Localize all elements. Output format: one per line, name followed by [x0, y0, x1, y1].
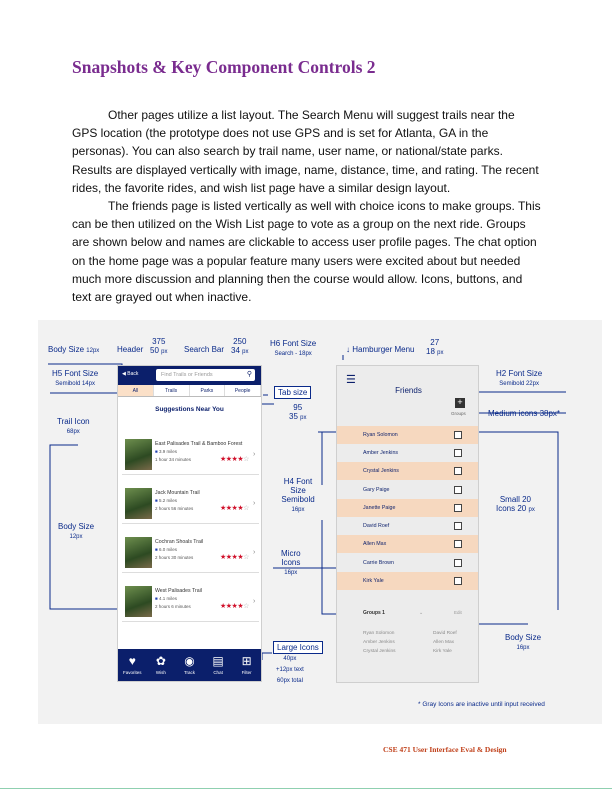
trail-card[interactable]	[122, 584, 259, 622]
rating-stars: ★★★★☆	[220, 505, 249, 512]
friend-row[interactable]	[337, 499, 479, 517]
heart-icon: ♥	[128, 654, 136, 668]
annotation-unit: px	[300, 415, 307, 421]
annotation-value: 34	[231, 346, 240, 355]
filter-tabs	[118, 385, 261, 397]
annotation-value: 95	[293, 403, 303, 412]
group-member[interactable]: Ryan Solomon	[363, 631, 395, 636]
add-group-icon[interactable]: +	[455, 398, 465, 408]
nav-filter[interactable]	[232, 649, 261, 681]
trail-thumbnail	[125, 586, 152, 617]
hamburger-menu-icon[interactable]: ☰	[346, 374, 356, 386]
nav-label: Wish	[155, 670, 166, 675]
annotation-micro-icons	[281, 549, 301, 578]
tab-trails[interactable]: Trails	[154, 385, 190, 396]
rating-stars: ★★★★☆	[220, 603, 249, 610]
ui-specification-figure	[38, 320, 602, 724]
friend-checkbox[interactable]	[454, 540, 462, 548]
nav-favorites[interactable]	[118, 649, 147, 681]
page-title: Snapshots & Key Component Controls 2	[72, 57, 376, 77]
annotation-text: H4 Font Size	[283, 477, 313, 495]
friend-row[interactable]	[337, 554, 479, 572]
search-input[interactable]	[156, 369, 255, 381]
chat-icon: ▤	[212, 654, 224, 668]
annotation-value: 250	[233, 337, 247, 346]
search-placeholder: Find Trails or Friends	[161, 372, 213, 378]
trail-card[interactable]	[122, 535, 259, 573]
friend-checkbox[interactable]	[454, 467, 462, 475]
annotation-h4-font	[276, 477, 320, 515]
annotation-value: 50	[150, 346, 159, 355]
rating-stars: ★★★★☆	[220, 456, 249, 463]
annotation-value: 18	[426, 347, 435, 356]
annotation-value: 35	[289, 412, 298, 421]
friend-checkbox[interactable]	[454, 449, 462, 457]
annotation-value: 20	[517, 504, 527, 513]
trail-name: East Palisades Trail & Bamboo Forest	[155, 441, 243, 447]
annotation-value: 375	[152, 337, 166, 346]
annotation-value: 40px	[283, 656, 297, 662]
annotation-text: Icons	[496, 504, 516, 513]
edit-button[interactable]: Edit	[454, 610, 462, 615]
annotation-value: 16px	[284, 570, 298, 576]
paragraph: Other pages utilize a list layout. The Search Menu will suggest trails near the GPS location (the prototype does not use GPS and is set for Atlanta, GA in the personas). You can also search by trail name, user name, or national/state parks. Results are displayed vertically with image, name, distance, time, and rating. The recent rides, the favorite rides, and wish list page have a similar design layout.	[72, 108, 539, 195]
trail-thumbnail	[125, 537, 152, 568]
back-label: Back	[127, 371, 139, 377]
friend-checkbox[interactable]	[454, 431, 462, 439]
annotation-value: 12px	[86, 348, 100, 354]
annotation-text: H5 Font Size	[52, 369, 99, 378]
chevron-down-icon[interactable]: ⌄	[419, 610, 424, 616]
annotation-h2-font	[496, 369, 542, 389]
trail-time: 1 hour 34 minutes	[155, 457, 192, 462]
trail-distance: ■ 6.0 miles	[155, 547, 177, 552]
annotation-value: 20	[522, 495, 531, 504]
chevron-right-icon: ›	[253, 500, 256, 507]
group-member[interactable]: David Roef	[433, 631, 457, 636]
friend-checkbox[interactable]	[454, 522, 462, 530]
nav-label: Filter	[241, 670, 252, 675]
annotation-medium-icons: Medium icons 38px*	[488, 409, 561, 418]
trail-distance: ■ 4.1 miles	[155, 596, 177, 601]
body-text	[72, 106, 542, 306]
trail-thumbnail	[125, 439, 152, 470]
annotation-value: 68px	[66, 429, 80, 435]
friend-row[interactable]	[337, 481, 479, 499]
friend-checkbox[interactable]	[454, 559, 462, 567]
tab-all[interactable]: All	[118, 385, 154, 396]
friend-checkbox[interactable]	[454, 577, 462, 585]
annotation-text: Trail Icon	[57, 417, 90, 426]
friend-name[interactable]: Kirk Yale	[363, 578, 384, 584]
annotation-h6-font	[270, 339, 316, 359]
trail-thumbnail	[125, 488, 152, 519]
annotation-text: Small	[499, 495, 520, 504]
trail-time: 2 hours 6 minutes	[155, 604, 191, 609]
annotation-text: Icons	[281, 558, 301, 567]
search-screen	[117, 365, 262, 682]
friend-name[interactable]: Janette Paige	[363, 505, 396, 511]
annotation-body-size	[48, 345, 99, 356]
friends-screen	[336, 365, 479, 683]
annotation-trail-icon	[57, 417, 90, 437]
annotation-text: Micro	[281, 549, 301, 558]
friend-row[interactable]	[337, 517, 479, 535]
trail-distance: ■ 5.2 miles	[155, 498, 177, 503]
header-bar	[118, 366, 261, 385]
annotation-text: Hamburger Menu	[352, 345, 415, 354]
annotation-text: H2 Font Size	[496, 369, 543, 378]
friend-row[interactable]	[337, 462, 479, 480]
nav-wish[interactable]	[147, 649, 176, 681]
trail-distance: ■ 3.9 miles	[155, 449, 177, 454]
nav-chat[interactable]	[204, 649, 233, 681]
friend-checkbox[interactable]	[454, 504, 462, 512]
friend-name[interactable]: Amber Jenkins	[363, 450, 399, 456]
annotation-tab-size: Tab size	[274, 386, 311, 399]
annotation-header-dims	[150, 337, 167, 357]
annotation-text: H6 Font Size	[270, 339, 317, 348]
group-member[interactable]: Kirk Yale	[433, 649, 452, 654]
friend-row[interactable]	[337, 426, 479, 444]
group-members-col2	[433, 629, 457, 656]
annotation-value: Semibold 22px	[499, 381, 539, 387]
friend-row[interactable]	[337, 572, 479, 590]
annotation-value: 16px	[291, 507, 305, 513]
annotation-large-details	[276, 653, 304, 686]
chevron-right-icon: ›	[253, 451, 256, 458]
annotation-hamburger: ↓ Hamburger Menu	[346, 345, 415, 354]
nav-label: Chat	[213, 670, 223, 675]
annotation-value: 27	[430, 338, 440, 347]
genie-lamp-icon: ✿	[155, 654, 166, 668]
friend-name[interactable]: Crystal Jenkins	[363, 468, 399, 474]
trail-card[interactable]	[122, 486, 259, 524]
annotation-unit: px	[242, 349, 249, 355]
annotation-h5-font	[52, 369, 98, 389]
tab-parks[interactable]: Parks	[190, 385, 226, 396]
trail-name: Cochran Shoals Trail	[155, 539, 204, 545]
annotation-value: +12px text	[276, 667, 304, 673]
footnote: * Gray Icons are inactive until input received	[418, 701, 545, 708]
friend-row[interactable]	[337, 535, 479, 553]
back-button[interactable]: ◀ Back	[122, 371, 139, 377]
paragraph: The friends page is listed vertically as well with choice icons to make groups. This can be then utilized on the Wish List page to vote as a group on the next ride. Groups are shown below and names are clickable to access user profile pages. The chat option on the home page was a popular feature many users were excited about but needed much more discussion and planning then the course would allow. Icons, buttons, and text are grayed out when inactive.	[72, 199, 541, 305]
annotation-value: Search - 18px	[274, 351, 312, 357]
group-member[interactable]: Crystal Jenkins	[363, 649, 396, 654]
group-member[interactable]: Allen Max	[433, 640, 455, 645]
tab-people[interactable]: People	[225, 385, 261, 396]
nav-track[interactable]	[175, 649, 204, 681]
groups-label: Groups	[451, 411, 466, 416]
chevron-right-icon: ›	[253, 549, 256, 556]
trail-card[interactable]	[122, 437, 259, 475]
annotation-value: 12px	[69, 534, 83, 540]
friend-row[interactable]	[337, 444, 479, 462]
group-members-col1	[363, 629, 396, 656]
trail-name: West Palisades Trail	[155, 588, 202, 594]
suggestions-heading: Suggestions Near You	[155, 406, 224, 413]
friend-name[interactable]: Gary Paige	[363, 487, 390, 493]
annotation-text: Body Size	[48, 345, 85, 354]
annotation-hamburger-dims	[426, 338, 443, 358]
groups-heading[interactable]: Groups 1	[363, 610, 385, 616]
annotation-search-bar: Search Bar	[184, 345, 225, 354]
friend-name[interactable]: Allen Max	[363, 541, 387, 547]
nav-label: Track	[183, 670, 196, 675]
annotation-body-size-right	[505, 633, 541, 653]
friends-title: Friends	[395, 386, 422, 395]
nav-label: Favorites	[123, 670, 142, 675]
trail-name: Jack Mountain Trail	[155, 490, 200, 496]
bottom-nav	[118, 649, 261, 681]
friend-name[interactable]: Ryan Solomon	[363, 432, 398, 438]
annotation-value: 60px total	[276, 678, 303, 684]
trail-time: 2 hours 30 minutes	[155, 555, 194, 560]
group-member[interactable]: Amber Jenkins	[363, 640, 395, 645]
annotation-header: Header	[117, 345, 144, 354]
annotation-search-dims	[231, 337, 248, 357]
annotation-value: Semibold	[281, 495, 315, 504]
annotation-large-icons: Large Icons	[273, 641, 323, 654]
friend-name[interactable]: Carrie Brown	[363, 560, 394, 566]
footer-course: CSE 471 User Interface Eval & Design	[383, 745, 507, 754]
chevron-right-icon: ›	[253, 598, 256, 605]
search-icon[interactable]: ⚲	[246, 371, 252, 378]
annotation-tab-dims	[289, 403, 306, 423]
annotation-body-size-left	[58, 522, 94, 542]
annotation-value: 16px	[516, 645, 530, 651]
friend-checkbox[interactable]	[454, 486, 462, 494]
annotation-text: Body Size	[58, 522, 95, 531]
filter-icon: ⊞	[241, 654, 252, 668]
annotation-unit: px	[528, 507, 535, 513]
friend-name[interactable]: David Roef	[363, 523, 390, 529]
annotation-unit: px	[437, 350, 444, 356]
annotation-text: Body Size	[505, 633, 542, 642]
annotation-small-icons	[496, 495, 535, 515]
record-icon: ◉	[184, 654, 195, 668]
annotation-unit: px	[161, 349, 168, 355]
footer-divider	[0, 788, 612, 789]
rating-stars: ★★★★☆	[220, 554, 249, 561]
trail-time: 2 hours 56 minutes	[155, 506, 194, 511]
annotation-value: Semibold 14px	[55, 381, 95, 387]
